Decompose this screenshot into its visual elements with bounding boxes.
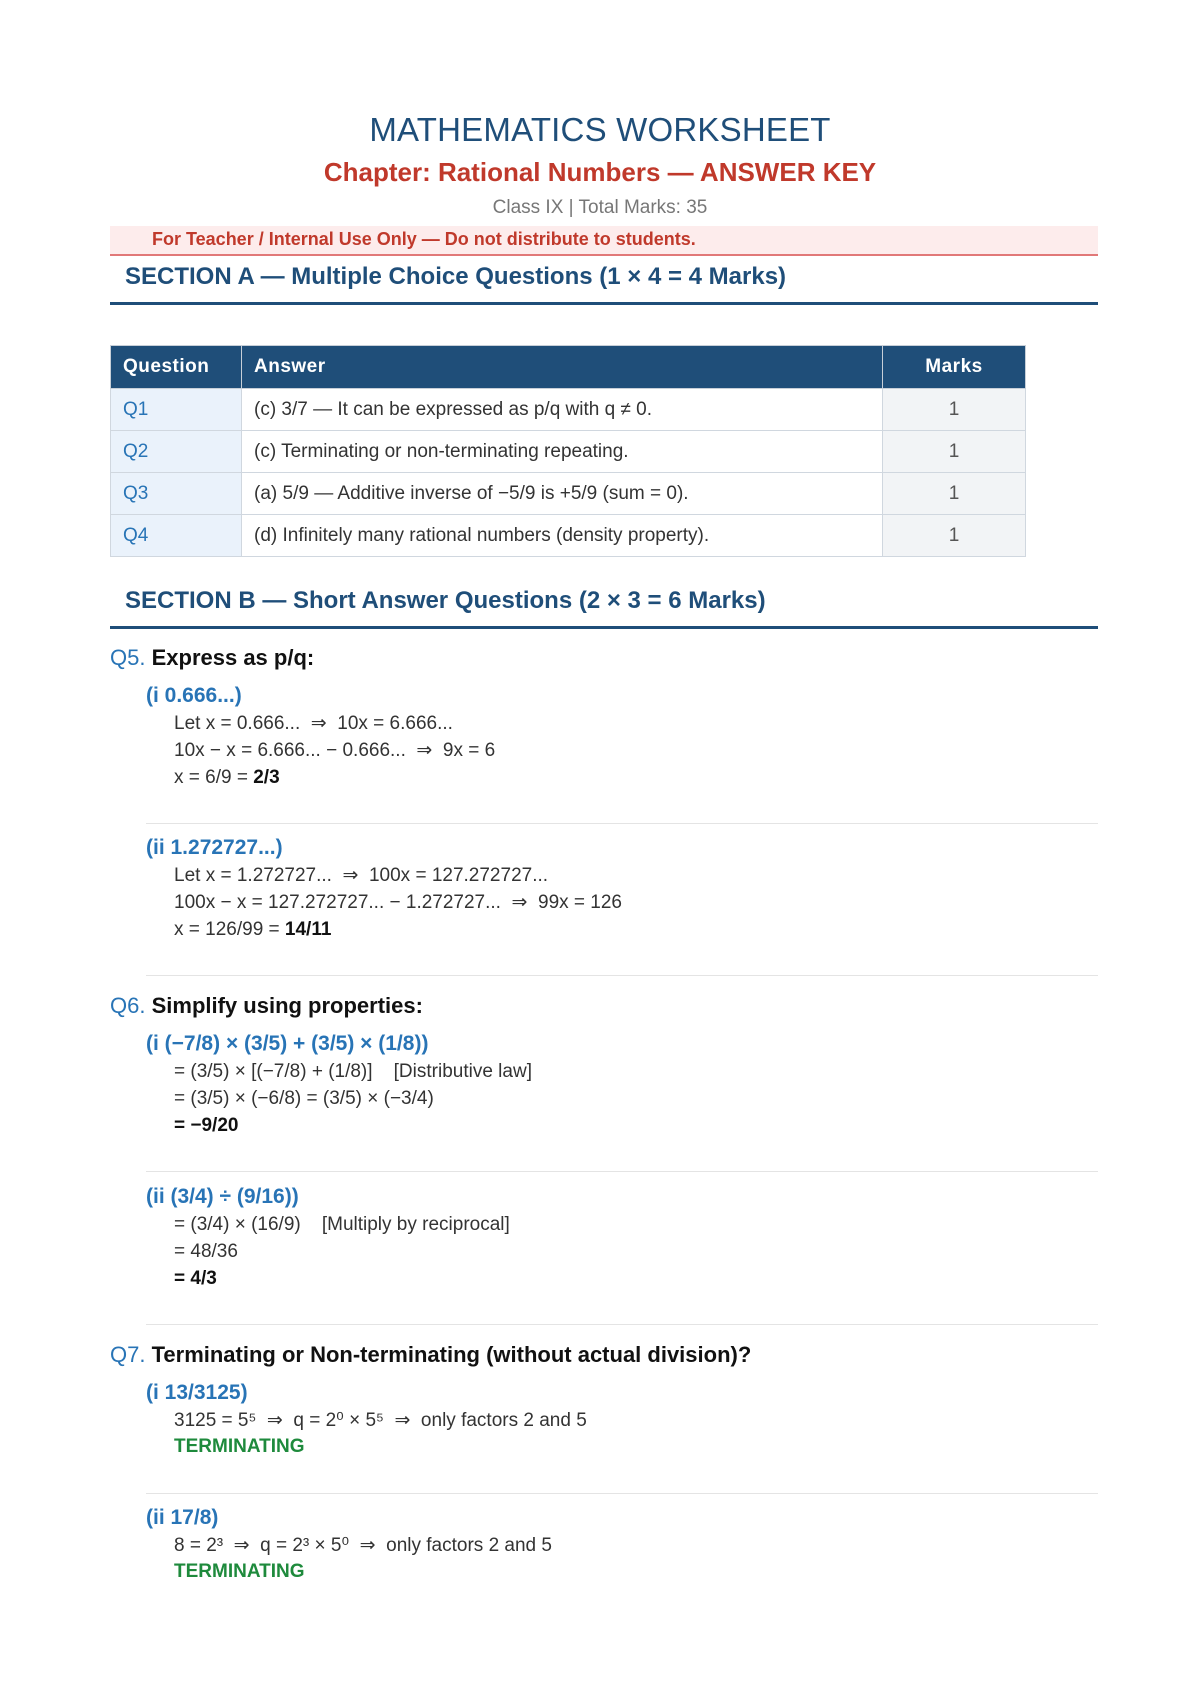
- question-number: Q6.: [110, 993, 146, 1018]
- section-a-heading: [110, 257, 1098, 305]
- final-answer: = −9/20: [174, 1115, 239, 1136]
- table-row: [111, 389, 1026, 431]
- divider: [146, 1171, 1098, 1172]
- solution-line: = (3/5) × (−6/8) = (3/5) × (−3/4): [174, 1088, 434, 1109]
- q7-part-i: [146, 1379, 1098, 1460]
- q5-part-ii: [146, 834, 1098, 943]
- solution-line: 8 = 2³ ⇒ q = 2³ × 5⁰ ⇒ only factors 2 and 5: [174, 1535, 552, 1556]
- subpart-title: (ii (3/4) ÷ (9/16)): [146, 1185, 299, 1208]
- marks-cell: 1: [883, 515, 1026, 557]
- table-row: [111, 515, 1026, 557]
- q5-part-i: [146, 682, 1098, 791]
- question-text: Express as p/q:: [151, 645, 315, 670]
- page-title: MATHEMATICS WORKSHEET: [369, 111, 831, 148]
- question-cell: Q1: [111, 389, 242, 431]
- solution-text: x = 6/9 =: [174, 767, 254, 788]
- solution-line: = (3/5) × [(−7/8) + (1/8)] [Distributive law]: [174, 1061, 532, 1082]
- subpart-title: (i 13/3125): [146, 1381, 248, 1404]
- answer-cell: (d) Infinitely many rational numbers (density property).: [242, 515, 883, 557]
- solution-line: [174, 1112, 1098, 1139]
- chapter-subtitle: Chapter: Rational Numbers — ANSWER KEY: [323, 157, 877, 187]
- answer-cell: (a) 5/9 — Additive inverse of −5/9 is +5/9 (sum = 0).: [242, 473, 883, 515]
- solution-line: = (3/4) × (16/9) [Multiply by reciprocal]: [174, 1214, 510, 1235]
- result-label: TERMINATING: [174, 1561, 305, 1582]
- table-row: [111, 473, 1026, 515]
- subpart-title: (i (−7/8) × (3/5) + (3/5) × (1/8)): [146, 1032, 429, 1055]
- divider: [146, 975, 1098, 976]
- question-cell: Q2: [111, 431, 242, 473]
- solution-line: 100x − x = 127.272727... − 1.272727... ⇒ 99x = 126: [174, 892, 622, 913]
- q6-part-ii: [146, 1183, 1098, 1292]
- solution-line: [174, 1265, 1098, 1292]
- question-number: Q7.: [110, 1342, 146, 1367]
- question-text: Simplify using properties:: [151, 993, 423, 1018]
- solution-line: Let x = 1.272727... ⇒ 100x = 127.272727...: [174, 865, 549, 886]
- section-b-title: SECTION B — Short Answer Questions (2 × 3 = 6 Marks): [125, 587, 766, 614]
- column-header-marks: Marks: [883, 346, 1026, 389]
- solution-line: = 48/36: [174, 1241, 238, 1262]
- solution-line: Let x = 0.666... ⇒ 10x = 6.666...: [174, 713, 453, 734]
- header: [0, 108, 1200, 221]
- q7-part-ii: [146, 1504, 1098, 1585]
- marks-cell: 1: [883, 431, 1026, 473]
- question-cell: Q4: [111, 515, 242, 557]
- divider: [146, 823, 1098, 824]
- answer-cell: (c) Terminating or non-terminating repeating.: [242, 431, 883, 473]
- divider: [146, 1324, 1098, 1325]
- question-7-heading: [110, 1342, 751, 1368]
- question-text: Terminating or Non-terminating (without actual division)?: [151, 1342, 752, 1367]
- table-row: [111, 431, 1026, 473]
- class-marks-info: Class IX | Total Marks: 35: [492, 197, 708, 218]
- teacher-use-banner: [110, 226, 1098, 256]
- mcq-answer-table: [110, 345, 1026, 557]
- solution-text: x = 126/99 =: [174, 919, 285, 940]
- result-label: TERMINATING: [174, 1436, 305, 1457]
- solution-line: [174, 916, 1098, 943]
- subpart-title: (ii 17/8): [146, 1506, 219, 1529]
- divider: [146, 1493, 1098, 1494]
- answer-cell: (c) 3/7 — It can be expressed as p/q with q ≠ 0.: [242, 389, 883, 431]
- marks-cell: 1: [883, 473, 1026, 515]
- question-number: Q5.: [110, 645, 146, 670]
- banner-text: For Teacher / Internal Use Only — Do not distribute to students.: [152, 229, 696, 249]
- section-a-title: SECTION A — Multiple Choice Questions (1 × 4 = 4 Marks): [125, 263, 787, 290]
- question-6-heading: [110, 993, 423, 1019]
- final-answer: 2/3: [253, 767, 280, 788]
- final-answer: = 4/3: [174, 1268, 217, 1289]
- question-5-heading: [110, 645, 314, 671]
- table-header-row: [111, 346, 1026, 389]
- solution-line: 10x − x = 6.666... − 0.666... ⇒ 9x = 6: [174, 740, 496, 761]
- q6-part-i: [146, 1030, 1098, 1139]
- subpart-title: (i 0.666...): [146, 684, 242, 707]
- solution-line: [174, 764, 1098, 791]
- marks-cell: 1: [883, 389, 1026, 431]
- column-header-question: Question: [111, 346, 242, 389]
- final-answer: 14/11: [284, 919, 332, 940]
- column-header-answer: Answer: [242, 346, 883, 389]
- solution-line: 3125 = 5⁵ ⇒ q = 2⁰ × 5⁵ ⇒ only factors 2 and 5: [174, 1410, 587, 1431]
- question-cell: Q3: [111, 473, 242, 515]
- section-b-heading: [110, 581, 1098, 629]
- subpart-title: (ii 1.272727...): [146, 836, 283, 859]
